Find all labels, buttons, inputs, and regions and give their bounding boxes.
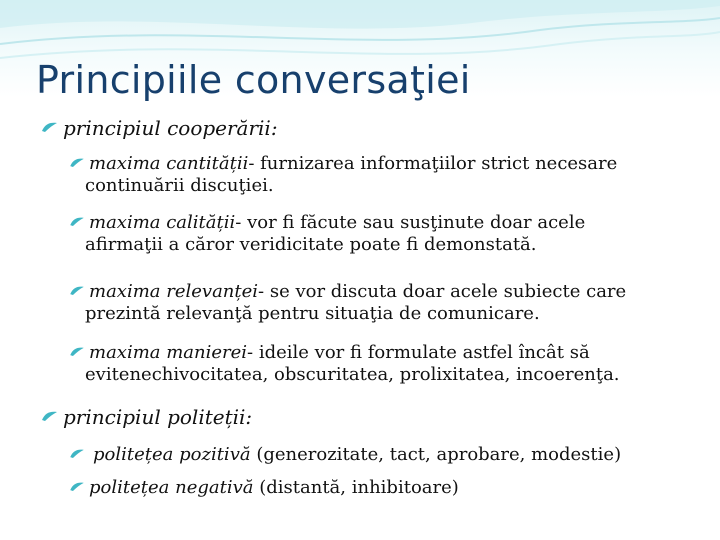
slide-title: Principiile conversaţiei — [36, 58, 471, 102]
politeness-text: (distantă, inhibitoare) — [253, 477, 459, 498]
maxim-text: - vor fi făcute sau susţinute doar acele — [235, 212, 586, 233]
maxim-term: maxima calității — [89, 212, 236, 233]
list-item-quantity — [85, 153, 618, 197]
section-cooperation-heading — [63, 116, 278, 140]
leaf-bullet-icon — [42, 122, 57, 132]
list-item-quality — [85, 212, 586, 256]
section-label: principiul cooperării: — [63, 116, 278, 140]
maxim-term: maxima relevanței — [89, 281, 259, 302]
list-item-relevance — [85, 281, 627, 325]
leaf-bullet-icon — [70, 347, 84, 356]
leaf-bullet-icon — [70, 449, 84, 458]
maxim-text-continued: evitenechivocitatea, obscuritatea, prolixitatea, incoerenţa. — [85, 364, 620, 385]
leaf-bullet-icon — [42, 411, 57, 421]
maxim-text-continued: prezintă relevanţă pentru situaţia de comunicare. — [85, 303, 540, 324]
maxim-term: maxima cantității — [89, 153, 249, 174]
section-label: principiul politeții: — [63, 405, 253, 429]
maxim-text: - furnizarea informaţiilor strict necesare — [248, 153, 618, 174]
maxim-text-continued: continuării discuţiei. — [85, 175, 274, 196]
section-politeness-heading — [63, 405, 252, 429]
maxim-text: - se vor discuta doar acele subiecte care — [258, 281, 627, 302]
politeness-term: politețea negativă — [89, 477, 254, 498]
maxim-text-continued: afirmaţii a căror veridicitate poate fi demonstată. — [85, 234, 537, 255]
leaf-bullet-icon — [70, 286, 84, 295]
list-item-positive-politeness — [93, 444, 621, 466]
politeness-text: (generozitate, tact, aprobare, modestie) — [250, 444, 622, 465]
leaf-bullet-icon — [70, 482, 84, 491]
leaf-bullet-icon — [70, 217, 84, 226]
leaf-bullet-icon — [70, 158, 84, 167]
maxim-text: - ideile vor fi formulate astfel încât să — [247, 342, 590, 363]
list-item-manner — [85, 342, 620, 386]
maxim-term: maxima manierei — [89, 342, 248, 363]
list-item-negative-politeness — [89, 477, 459, 499]
politeness-term: politețea pozitivă — [93, 444, 251, 465]
